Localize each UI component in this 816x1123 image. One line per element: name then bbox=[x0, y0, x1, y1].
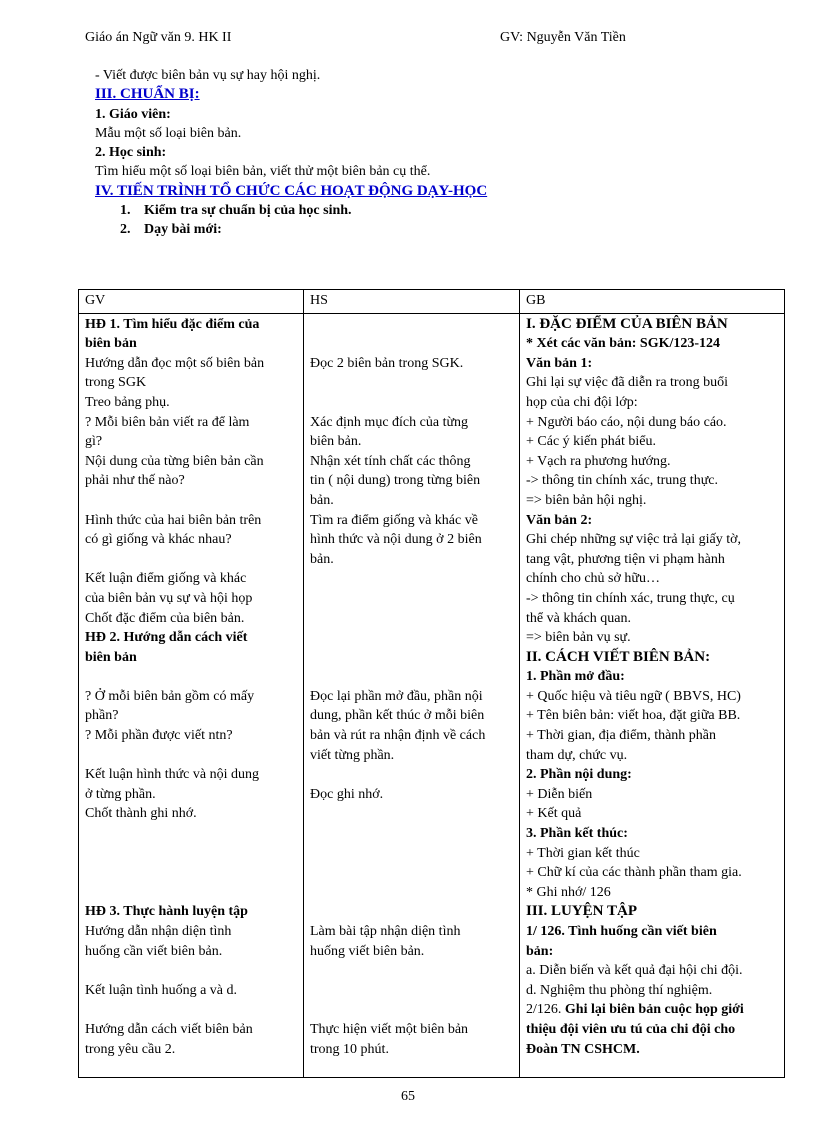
header-gb: GB bbox=[520, 290, 785, 314]
gv-line: Hướng dẫn nhận diện tình bbox=[85, 924, 232, 939]
gv-line: của biên bản vụ sự và hội họp bbox=[85, 590, 253, 606]
hs-line: huống viết biên bản. bbox=[310, 943, 425, 959]
header-hs: HS bbox=[304, 290, 520, 314]
gb-line: + Chữ kí của các thành phần tham gia. bbox=[526, 865, 742, 881]
step-1-number: 1. bbox=[120, 203, 131, 219]
hs-line bbox=[310, 981, 513, 1001]
gb-line: + Người báo cáo, nội dung báo cáo. bbox=[526, 414, 727, 430]
gb-line: -> thông tin chính xác, trung thực. bbox=[526, 473, 719, 489]
gv-line bbox=[85, 961, 297, 981]
hs-line: Đọc lại phần mở đầu, phần nội bbox=[310, 688, 483, 704]
gb-line: + Kết quả bbox=[526, 806, 582, 822]
hs-line bbox=[310, 1000, 513, 1020]
section-4-title: IV. TIẾN TRÌNH TỔ CHỨC CÁC HOẠT ĐỘNG DẠY-HỌC bbox=[95, 182, 488, 199]
gv-line: Chốt thành ghi nhớ. bbox=[85, 806, 197, 822]
gv-line: Hướng dẫn đọc một số biên bản bbox=[85, 355, 265, 371]
teacher-text: Mẫu một số loại biên bản. bbox=[95, 125, 242, 141]
gb-line: Văn bản 1: bbox=[526, 355, 593, 371]
hs-line: bản. bbox=[310, 492, 334, 508]
hs-line: dung, phần kết thúc ở mỗi biên bbox=[310, 708, 485, 724]
intro-section bbox=[95, 66, 735, 240]
gv-line: gì? bbox=[85, 434, 103, 450]
gv-line: Hướng dẫn cách viết biên bản bbox=[85, 1021, 253, 1037]
gb-line: họp của chi đội lớp: bbox=[526, 394, 638, 410]
hs-line: tin ( nội dung) trong từng biên bbox=[310, 473, 481, 489]
gv-line: có gì giống và khác nhau? bbox=[85, 532, 232, 548]
hs-line bbox=[310, 373, 513, 393]
gv-line: ở từng phần. bbox=[85, 786, 156, 802]
gv-line: Treo bảng phụ. bbox=[85, 394, 170, 410]
hs-line: biên bản. bbox=[310, 434, 362, 450]
header-right: GV: Nguyễn Văn Tiền bbox=[500, 30, 626, 45]
gv-line bbox=[85, 491, 297, 511]
gb-line: thể và khách quan. bbox=[526, 610, 631, 626]
hs-line: Đọc 2 biên bản trong SGK. bbox=[310, 355, 464, 371]
header-gv: GV bbox=[79, 290, 304, 314]
gb-line: 1. Phần mở đầu: bbox=[526, 669, 625, 685]
gb-line: + Tên biên bản: viết hoa, đặt giữa BB. bbox=[526, 708, 741, 724]
gv-column bbox=[79, 313, 304, 1077]
gv-line bbox=[85, 883, 297, 903]
gb-line: 1/ 126. Tình huống cần viết biên bbox=[526, 924, 717, 939]
hs-line bbox=[310, 315, 513, 335]
gb-line: => biên bản vụ sự. bbox=[526, 630, 631, 646]
hs-line bbox=[310, 844, 513, 864]
gb-line: 3. Phần kết thúc: bbox=[526, 826, 628, 842]
gb-line: + Vạch ra phương hướng. bbox=[526, 453, 671, 469]
gb-column bbox=[520, 313, 785, 1077]
step-1-text: Kiểm tra sự chuẩn bị của học sinh. bbox=[144, 203, 352, 219]
gb-line bbox=[526, 1000, 778, 1020]
hs-column bbox=[304, 313, 520, 1077]
gv-line: trong yêu cầu 2. bbox=[85, 1041, 176, 1057]
gv-line bbox=[85, 844, 297, 864]
hs-line: Làm bài tập nhận diện tình bbox=[310, 924, 461, 939]
gv-line: biên bản bbox=[85, 336, 137, 352]
gb-line: thiệu đội viên ưu tú của chi đội cho bbox=[526, 1021, 736, 1037]
gv-line bbox=[85, 1000, 297, 1020]
hs-line bbox=[310, 883, 513, 903]
student-label: 2. Học sinh: bbox=[95, 145, 167, 161]
gb-line: * Xét các văn bản: SGK/123-124 bbox=[526, 336, 721, 352]
hs-line bbox=[310, 648, 513, 668]
gb-line: + Thời gian, địa điểm, thành phần bbox=[526, 728, 717, 744]
hs-line bbox=[310, 628, 513, 648]
gb-line: bản: bbox=[526, 943, 554, 959]
gv-line: HĐ 3. Thực hành luyện tập bbox=[85, 904, 248, 920]
hs-line bbox=[310, 609, 513, 629]
hs-line: Tìm ra điểm giống và khác về bbox=[310, 512, 478, 528]
gv-line bbox=[85, 863, 297, 883]
gv-line bbox=[85, 550, 297, 570]
gv-line: ? Ở mỗi biên bản gồm có mấy bbox=[85, 688, 255, 704]
hs-line bbox=[310, 569, 513, 589]
step-2-text: Dạy bài mới: bbox=[144, 222, 222, 238]
gv-line: Hình thức của hai biên bản trên bbox=[85, 512, 262, 528]
gb-line: d. Nghiệm thu phòng thí nghiệm. bbox=[526, 982, 713, 998]
gb-line: => biên bản hội nghị. bbox=[526, 492, 647, 508]
hs-line bbox=[310, 334, 513, 354]
gb-line: III. LUYỆN TẬP bbox=[526, 903, 637, 920]
gb-line: 2. Phần nội dung: bbox=[526, 767, 632, 783]
gb-line: a. Diễn biến và kết quả đại hội chi đội. bbox=[526, 963, 743, 979]
hs-line: bản. bbox=[310, 551, 334, 567]
gv-line: biên bản bbox=[85, 649, 137, 665]
gv-line bbox=[85, 667, 297, 687]
gb-line: + Các ý kiến phát biểu. bbox=[526, 434, 656, 450]
gb-line: I. ĐẶC ĐIỂM CỦA BIÊN BẢN bbox=[526, 315, 728, 332]
hs-line bbox=[310, 804, 513, 824]
gb-line: * Ghi nhớ/ 126 bbox=[526, 884, 611, 900]
hs-line bbox=[310, 824, 513, 844]
gv-line bbox=[85, 746, 297, 766]
hs-line: viết từng phần. bbox=[310, 747, 395, 763]
gv-line: phải như thế nào? bbox=[85, 473, 185, 489]
gb-line: tham dự, chức vụ. bbox=[526, 747, 628, 763]
gb-line: + Quốc hiệu và tiêu ngữ ( BBVS, HC) bbox=[526, 688, 741, 704]
gb-line-lead: 2/126. bbox=[526, 1002, 565, 1018]
hs-line: Xác định mục đích của từng bbox=[310, 414, 469, 430]
gv-line: Chốt đặc điểm của biên bản. bbox=[85, 610, 245, 626]
hs-line bbox=[310, 589, 513, 609]
lesson-table bbox=[78, 289, 785, 1078]
step-1 bbox=[95, 201, 735, 220]
gb-line: + Diễn biến bbox=[526, 786, 593, 802]
header-left: Giáo án Ngữ văn 9. HK II bbox=[85, 30, 232, 45]
hs-line: bản và rút ra nhận định về cách bbox=[310, 728, 486, 744]
objective-line: - Viết được biên bản vụ sự hay hội nghị. bbox=[95, 68, 321, 83]
gv-line: phần? bbox=[85, 708, 119, 724]
gb-line: + Thời gian kết thúc bbox=[526, 845, 640, 861]
gb-line: Ghi lại sự việc đã diễn ra trong buổi bbox=[526, 375, 728, 391]
hs-line bbox=[310, 961, 513, 981]
section-3-title: III. CHUẨN BỊ: bbox=[95, 86, 200, 103]
hs-line bbox=[310, 765, 513, 785]
gv-line: ? Mỗi biên bản viết ra để làm bbox=[85, 414, 250, 430]
gv-line: ? Mỗi phần được viết ntn? bbox=[85, 728, 233, 744]
gb-line: -> thông tin chính xác, trung thực, cụ bbox=[526, 590, 735, 606]
step-2 bbox=[95, 220, 735, 239]
gb-line: Ghi chép những sự việc trả lại giấy tờ, bbox=[526, 532, 742, 548]
gv-line: trong SGK bbox=[85, 375, 147, 391]
hs-line bbox=[310, 863, 513, 883]
gv-line: Kết luận hình thức và nội dung bbox=[85, 767, 260, 783]
hs-line: hình thức và nội dung ở 2 biên bbox=[310, 532, 482, 548]
hs-line: Nhận xét tính chất các thông bbox=[310, 453, 471, 469]
student-text: Tìm hiểu một số loại biên bản, viết thử một biên bản cụ thể. bbox=[95, 164, 431, 180]
gb-line: chính cho chủ sở hữu… bbox=[526, 571, 660, 587]
hs-line: Thực hiện viết một biên bản bbox=[310, 1021, 469, 1037]
table-header-row bbox=[79, 290, 785, 314]
gv-line: HĐ 1. Tìm hiểu đặc điểm của bbox=[85, 316, 260, 332]
gv-line: Nội dung của từng biên bản cần bbox=[85, 453, 264, 469]
hs-line: Đọc ghi nhớ. bbox=[310, 786, 384, 802]
gb-line: tang vật, phương tiện vi phạm hành bbox=[526, 551, 725, 567]
hs-line bbox=[310, 667, 513, 687]
gv-line: Kết luận tình huống a và d. bbox=[85, 982, 238, 998]
gv-line: HĐ 2. Hướng dẫn cách viết bbox=[85, 630, 248, 646]
step-2-number: 2. bbox=[120, 222, 131, 238]
gb-line: II. CÁCH VIẾT BIÊN BẢN: bbox=[526, 648, 711, 665]
gv-line bbox=[85, 824, 297, 844]
gb-line: Văn bản 2: bbox=[526, 512, 593, 528]
gb-line: Đoàn TN CSHCM. bbox=[526, 1041, 640, 1057]
gb-line-rest: Ghi lại biên bản cuộc họp giới bbox=[564, 1002, 744, 1018]
hs-line bbox=[310, 902, 513, 922]
table-body-row bbox=[79, 313, 785, 1077]
teacher-label: 1. Giáo viên: bbox=[95, 106, 171, 122]
hs-line: trong 10 phút. bbox=[310, 1041, 389, 1057]
gv-line: Kết luận điểm giống và khác bbox=[85, 571, 247, 587]
gv-line: huống cần viết biên bản. bbox=[85, 943, 223, 959]
hs-line bbox=[310, 393, 513, 413]
page-number: 65 bbox=[401, 1089, 415, 1104]
